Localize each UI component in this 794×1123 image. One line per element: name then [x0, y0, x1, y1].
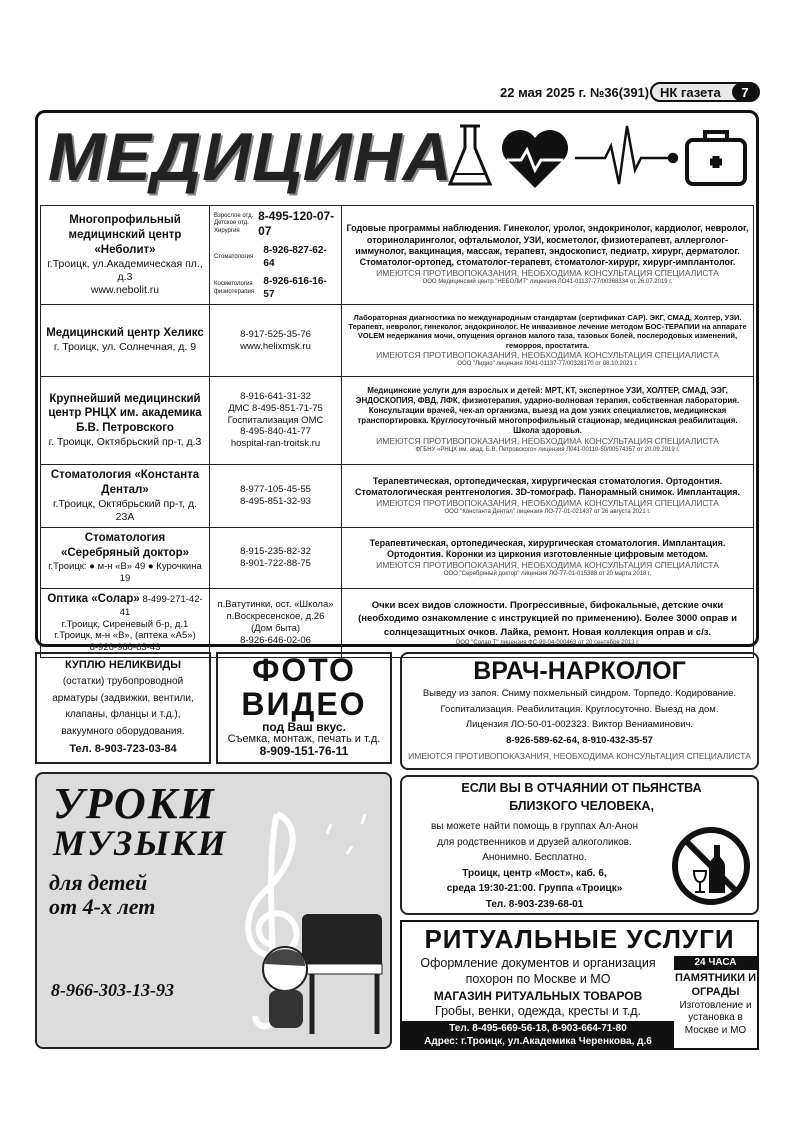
clinic-name: Многопрофильный медицинский центр «Неболит» — [68, 213, 182, 256]
clinic-phones-cell — [210, 465, 342, 528]
ad-line: вы можете найти помощь в группах Ал-Анон — [430, 821, 639, 832]
section-title: МЕДИЦИНА — [48, 119, 453, 195]
ad-title: МУЗЫКИ — [53, 823, 228, 863]
license-text: ООО "Константа Дентал" лицензия ЛО-77-01-021437 от 26 августа 2021 г. — [444, 508, 651, 515]
clinic-address: г.Троицк, ул.Академическая пл., д.3 — [47, 257, 203, 283]
clinic-name: Медицинский центр Хеликс — [46, 327, 204, 340]
clinic-phone: 8-499-271-42-41 — [119, 593, 203, 618]
warning-text: ИМЕЮТСЯ ПРОТИВОПОКАЗАНИЯ, НЕОБХОДИМА КОНСУЛЬТАЦИЯ СПЕЦИАЛИСТА — [408, 750, 751, 761]
clinic-desc-cell — [342, 377, 754, 465]
clinic-name-cell — [41, 588, 210, 657]
ad-phone: Тел. 8-903-239-68-01 — [485, 898, 584, 910]
contact-line: 8-977-105-45-55 — [240, 484, 311, 496]
ad-photo-video — [216, 652, 392, 764]
clinic-name: Оптика «Солар» — [47, 592, 140, 605]
ad-music-lessons — [35, 772, 392, 1049]
issue-date: 22 мая 2025 г. №36(391) — [500, 85, 650, 100]
ad-side — [674, 972, 757, 1037]
ad-title: БЛИЗКОГО ЧЕЛОВЕКА, — [509, 799, 654, 814]
clinic-phones-cell — [210, 305, 342, 377]
clinic-name-cell — [41, 377, 210, 465]
clinic-desc-cell — [342, 305, 754, 377]
ad-side-text: Изготовление и установка в Москве и МО — [679, 999, 752, 1036]
table-row — [41, 588, 754, 657]
treble-clef-piano-illustration — [207, 794, 392, 1049]
ad-side-title: ПАМЯТНИКИ И ОГРАДЫ — [674, 972, 757, 998]
ad-al-anon — [400, 775, 759, 915]
clinic-name: Стоматология «Серебряный доктор» — [60, 532, 190, 560]
ad-line: клапаны, фланцы и т.д.), — [65, 709, 181, 721]
ad-line: Анонимно. Бесплатно. — [482, 852, 587, 863]
license-text: ФГБНУ «РНЦХ им. акад. Б.В. Петровского» лицензия Л041-00110-50/00574357 от 20.09.2019 г. — [415, 447, 680, 454]
contact-line: п.Ватутинки, ост. «Школа» — [217, 599, 334, 611]
license-text: ООО "Серебряный доктор" лицензия ЛО-77-01-015388 от 20 марта 2018 г. — [443, 570, 652, 577]
no-alcohol-icon — [670, 825, 752, 907]
ad-title-block — [402, 779, 761, 815]
ad-line: арматуры (задвижки, вентили, — [52, 692, 194, 704]
warning-text: ИМЕЮТСЯ ПРОТИВОПОКАЗАНИЯ, НЕОБХОДИМА КОНСУЛЬТАЦИЯ СПЕЦИАЛИСТА — [376, 498, 719, 509]
phone-number: 8-495-120-07-07 — [258, 209, 335, 238]
clinic-desc-cell — [342, 528, 754, 589]
ad-phone: 8-966-303-13-93 — [51, 980, 174, 1000]
license-text: ООО "Солар Т" лицензия ФС-99-04-000463 от 20 сентября 2013 г. — [455, 639, 640, 646]
clinic-name-cell — [41, 528, 210, 589]
phone-label: Косметология физиотерапия — [214, 281, 255, 295]
clinic-name-cell — [41, 305, 210, 377]
contact-line: 8-901-722-88-75 — [240, 557, 311, 569]
ad-phone: 8-926-589-62-64, 8-910-432-35-57 — [506, 735, 653, 747]
heart-pulse-icon — [502, 130, 568, 188]
license-text: ООО "Лидио" лицензия Л041-01137-77/00328170 от 08.10.2021 г. — [457, 360, 638, 367]
warning-text: ИМЕЮТСЯ ПРОТИВОПОКАЗАНИЯ, НЕОБХОДИМА КОНСУЛЬТАЦИЯ СПЕЦИАЛИСТА — [376, 436, 719, 447]
ad-phone: Тел. 8-495-669-56-18, 8-903-664-71-80 — [449, 1023, 627, 1034]
ad-line: (остатки) трубопроводной — [62, 676, 184, 688]
clinic-address: г.Троицк, м-н «В», (аптека «А5») — [54, 630, 196, 642]
clinic-phones-cell — [210, 206, 342, 305]
ad-title: ФОТО — [252, 652, 356, 688]
contact-line: 8-916-641-31-32 — [240, 390, 311, 402]
ad-narcologist — [400, 652, 759, 770]
ad-text: Съемка, монтаж, печать и т.д. — [227, 732, 381, 745]
contact-line: www.helixmsk.ru — [240, 340, 311, 352]
clinic-description: Очки всех видов сложности. Прогрессивные, бифокальные, детские очки (необходимо ознакомление с инструкцией по применению). Более 3000 оправ и солнцезащитных очков. Лайка, ремонт. Новая коллекция оправ и с/з. — [358, 599, 737, 639]
ad-line: Выведу из запоя. Сниму похмельный синдром. Торпедо. Кодирование. — [422, 688, 737, 699]
brand-name: НК газета — [660, 84, 721, 100]
clinic-description: Лабораторная диагностика по международным стандартам (сертификат CAP). ЭКГ, СМАД, Холтер, УЗИ. Терапевт, невролог, гинеколог, эндокринолог. Не инвазивное лечение методом БОС-ТЕРАПИИ на аппарате VOLEM недержания мочи, опущения органов малого таза, тазовых болей, послеродовых изменений, геморроя, простатита. — [348, 312, 747, 350]
ad-subtitle: под Ваш вкус. — [262, 720, 346, 735]
clinic-address: г. Троицк, Октябрьский пр-т, д.3 — [48, 436, 202, 449]
ad-place: Троицк, центр «Мост», каб. 6, — [462, 867, 607, 879]
table-row — [41, 465, 754, 528]
ad-shop: МАГАЗИН РИТУАЛЬНЫХ ТОВАРОВ — [433, 989, 643, 1004]
contact-line: (Дом быта) — [250, 622, 301, 634]
clinic-site: www.nebolit.ru — [90, 283, 160, 296]
contact-line: 8-495-840-41-77 — [240, 426, 311, 438]
ad-license: Лицензия ЛО-50-01-002323. Виктор Вениаминович. — [465, 719, 694, 731]
phone-label: Стоматология — [214, 253, 254, 260]
clinic-address: г. Троицк, ул. Солнечная, д. 9 — [53, 341, 197, 354]
ad-line: вакуумного оборудования. — [61, 725, 185, 737]
ad-contact-bar — [402, 1021, 674, 1048]
license-text: ООО Медицинский центр "НЕБОЛИТ" лицензия ЛО41-01137-77/00368334 от 26.07.2019 г. — [422, 279, 673, 286]
clinic-description: Годовые программы наблюдения. Гинеколог, уролог, эндокринолог, кардиолог, невролог, оториноларинголог, офтальмолог, УЗИ, косметолог, физиотерапевт, аллерголог-иммунолог, вакцинация, массаж, терапевт, эндоскопист, педиатр, хирург, дерматолог. Стоматолог-ортопед, стоматолог-терапевт, стоматолог-хирург, хирург-имплантолог. — [346, 223, 749, 268]
ad-line: Оформление документов и организация — [420, 956, 656, 970]
ad-title: ВИДЕО — [241, 685, 367, 722]
newspaper-brand — [650, 82, 760, 102]
table-row — [41, 528, 754, 589]
phone-number: 8-926-827-62-64 — [263, 245, 327, 269]
section-icons — [445, 118, 755, 198]
ad-subtitle: для детей — [49, 870, 148, 895]
ad-phone: 8-909-151-76-11 — [259, 744, 349, 759]
contact-line: Госпитализация ОМС — [227, 414, 324, 426]
warning-text: ИМЕЮТСЯ ПРОТИВОПОКАЗАНИЯ, НЕОБХОДИМА КОНСУЛЬТАЦИЯ СПЕЦИАЛИСТА — [376, 268, 719, 279]
contact-line: 8-926-646-02-06 — [240, 634, 311, 646]
contact-line: hospital-ran-troitsk.ru — [230, 438, 321, 450]
clinic-phones-cell — [210, 528, 342, 589]
phone-number: 8-926-616-16-57 — [263, 276, 327, 300]
clinic-name: Стоматология «Константа Дентал» — [50, 469, 200, 496]
ad-place: среда 19:30-21:00. Группа «Троицк» — [446, 883, 623, 894]
clinic-phones-cell — [210, 377, 342, 465]
ad-title: ВРАЧ-НАРКОЛОГ — [473, 657, 686, 685]
clinic-table — [40, 205, 754, 658]
ad-title: РИТУАЛЬНЫЕ УСЛУГИ — [424, 924, 735, 954]
table-row — [41, 206, 754, 305]
flask-icon — [450, 126, 490, 184]
ad-body — [402, 956, 674, 1020]
badge-24h: 24 ЧАСА — [674, 956, 757, 970]
table-row — [41, 305, 754, 377]
contact-line: ДМС 8-495-851-71-75 — [228, 402, 323, 414]
clinic-description: Терапевтическая, ортопедическая, хирургическая стоматология. Ортодонтия. Стоматологическая рентгенология. 3D-томограф. Панорамный снимок. Имплантация. — [355, 475, 740, 497]
contact-line: 8-917-525-35-76 — [240, 328, 311, 340]
ad-title: УРОКИ — [53, 779, 216, 828]
clinic-desc-cell — [342, 206, 754, 305]
first-aid-kit-icon — [687, 132, 745, 184]
clinic-phone: 8-926-980-63-43 — [89, 642, 161, 654]
contact-line: 8-495-851-32-93 — [240, 496, 311, 508]
clinic-name: Крупнейший медицинский центр РНЦХ им. академика Б.В. Петровского — [48, 392, 202, 435]
clinic-desc-cell — [342, 588, 754, 657]
ad-subtitle: от 4-х лет — [49, 894, 156, 919]
phone-label: Взрослое отд. Детское отд. Хирургия — [214, 212, 254, 234]
clinic-description: Терапевтическая, ортопедическая, хирургическая стоматология. Имплантация. Ортодонтия. Коронки из циркония изготовленные цифровым методом. — [369, 537, 726, 559]
table-row — [41, 377, 754, 465]
ad-title: КУПЛЮ НЕЛИКВИДЫ — [65, 659, 181, 671]
warning-text: ИМЕЮТСЯ ПРОТИВОПОКАЗАНИЯ, НЕОБХОДИМА КОНСУЛЬТАЦИЯ СПЕЦИАЛИСТА — [376, 350, 719, 361]
warning-text: ИМЕЮТСЯ ПРОТИВОПОКАЗАНИЯ, НЕОБХОДИМА КОНСУЛЬТАЦИЯ СПЕЦИАЛИСТА — [376, 560, 719, 571]
clinic-name-cell — [41, 206, 210, 305]
ad-body — [402, 819, 667, 912]
ad-line: Госпитализация. Реабилитация. Круглосуточно. Выезд на дом. — [440, 703, 719, 715]
ad-phone: Тел. 8-903-723-03-84 — [69, 743, 177, 756]
clinic-phones-cell — [210, 588, 342, 657]
ad-buy-surplus — [35, 652, 211, 764]
ad-ritual-services — [400, 920, 759, 1050]
clinic-name-cell — [41, 465, 210, 528]
clinic-description: Медицинские услуги для взрослых и детей: МРТ, КТ, экспертное УЗИ, ХОЛТЕР, СМАД, ЭЭГ, ЭНДОСКОПИЯ, ФВД, ЛФК, физиотерапия, ударно-волновая терапия, собственная лаборатория. Консультации врачей, чек-ап организма, выезд на дом узких специалистов, медицинская транспортировка. Круглосуточный многопрофильный стационар, медицинская реабилитация. Школа здоровья. — [355, 386, 740, 436]
contact-line: п.Воскресенское, д.26 — [226, 611, 325, 623]
clinic-address: г.Троицк: ● м-н «В» 49 ● Курочкина 19 — [48, 561, 202, 584]
page-number: 7 — [732, 83, 758, 101]
ad-goods: Гробы, венки, одежда, кресты и т.д. — [435, 1004, 641, 1019]
clinic-address: г.Троицк, Сиреневый б-р, д.1 — [61, 618, 189, 630]
contact-line: 8-915-235-82-32 — [240, 546, 311, 558]
ad-address: Адрес: г.Троицк, ул.Академика Черенкова, д.6 — [424, 1036, 652, 1047]
ad-line: похорон по Москве и МО — [465, 971, 611, 986]
clinic-desc-cell — [342, 465, 754, 528]
ad-line: для родственников и друзей алкоголиков. — [437, 836, 632, 848]
clinic-address: г.Троицк, Октябрьский пр-т, д. 23А — [52, 497, 197, 523]
ecg-line-icon — [575, 126, 677, 184]
ad-title: ЕСЛИ ВЫ В ОТЧАЯНИИ ОТ ПЬЯНСТВА — [461, 781, 702, 795]
